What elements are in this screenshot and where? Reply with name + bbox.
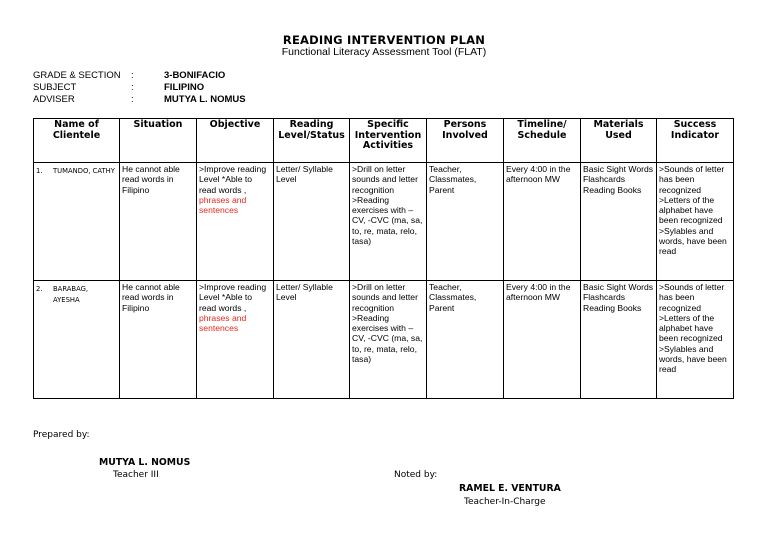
info-colon: : xyxy=(131,70,134,81)
clientele-cell xyxy=(34,163,120,281)
noted-by-label: Noted by: xyxy=(394,470,438,480)
table-row xyxy=(34,281,734,399)
column-header: Materials Used xyxy=(581,119,657,163)
column-header: Success Indicator xyxy=(657,119,734,163)
prepared-by-title: Teacher III xyxy=(113,470,159,480)
info-colon: : xyxy=(131,94,134,105)
noted-by-title: Teacher-In-Charge xyxy=(464,497,546,507)
intervention-table xyxy=(33,118,734,399)
objective-highlight: phrases and sentences xyxy=(199,312,247,334)
info-value: MUTYA L. NOMUS xyxy=(164,94,246,105)
row-number: 1. xyxy=(36,167,43,175)
objective-cell xyxy=(197,281,274,399)
document-title: READING INTERVENTION PLAN xyxy=(282,33,486,47)
column-header: Objective xyxy=(197,119,274,163)
timeline-cell: Every 4:00 in the afternoon MW xyxy=(504,163,581,281)
prepared-by-label: Prepared by: xyxy=(33,430,90,440)
column-header: Specific Intervention Activities xyxy=(350,119,427,163)
activities-cell: >Drill on letter sounds and letter recognition >Reading exercises with – CV, -CVC (ma, sa, to, re, mata, relo, tasa) xyxy=(350,163,427,281)
objective-highlight: phrases and sentences xyxy=(199,194,247,216)
column-header: Situation xyxy=(120,119,197,163)
info-value: 3-BONIFACIO xyxy=(164,70,226,81)
table-row xyxy=(34,163,734,281)
indicator-cell: >Sounds of letter has been recognized >Letters of the alphabet have been recognized >Sylables and words, have been read xyxy=(657,281,734,399)
info-label: ADVISER xyxy=(33,94,75,105)
noted-by-name: RAMEL E. VENTURA xyxy=(459,483,561,494)
materials-cell: Basic Sight Words Flashcards Reading Books xyxy=(581,163,657,281)
info-label: SUBJECT xyxy=(33,82,77,93)
prepared-by-name: MUTYA L. NOMUS xyxy=(99,457,191,468)
situation-cell: He cannot able read words in Filipino xyxy=(120,281,197,399)
situation-cell: He cannot able read words in Filipino xyxy=(120,163,197,281)
persons-cell: Teacher, Classmates, Parent xyxy=(427,281,504,399)
info-value: FILIPINO xyxy=(164,82,205,93)
row-number: 2. xyxy=(36,285,43,293)
info-colon: : xyxy=(131,82,134,93)
reading-level-cell: Letter/ Syllable Level xyxy=(274,163,350,281)
clientele-cell xyxy=(34,281,120,399)
column-header: Reading Level/Status xyxy=(274,119,350,163)
document-subtitle: Functional Literacy Assessment Tool (FLAT) xyxy=(281,46,487,58)
clientele-name: TUMANDO, CATHY xyxy=(53,167,115,175)
reading-level-cell: Letter/ Syllable Level xyxy=(274,281,350,399)
indicator-cell: >Sounds of letter has been recognized >Letters of the alphabet have been recognized >Sylables and words, have been read xyxy=(657,163,734,281)
clientele-name: BARABAG, AYESHA xyxy=(53,285,89,304)
timeline-cell: Every 4:00 in the afternoon MW xyxy=(504,281,581,399)
objective-text: >Improve reading Level *Able to read words , xyxy=(199,282,267,313)
objective-text: >Improve reading Level *Able to read words , xyxy=(199,164,267,195)
objective-cell xyxy=(197,163,274,281)
info-label: GRADE & SECTION xyxy=(33,70,121,81)
table-header-row xyxy=(34,119,734,163)
column-header: Timeline/ Schedule xyxy=(504,119,581,163)
column-header: Persons Involved xyxy=(427,119,504,163)
column-header: Name of Clientele xyxy=(34,119,120,163)
activities-cell: >Drill on letter sounds and letter recognition >Reading exercises with – CV, -CVC (ma, sa, to, re, mata, relo, tasa) xyxy=(350,281,427,399)
persons-cell: Teacher, Classmates, Parent xyxy=(427,163,504,281)
materials-cell: Basic Sight Words Flashcards Reading Books xyxy=(581,281,657,399)
